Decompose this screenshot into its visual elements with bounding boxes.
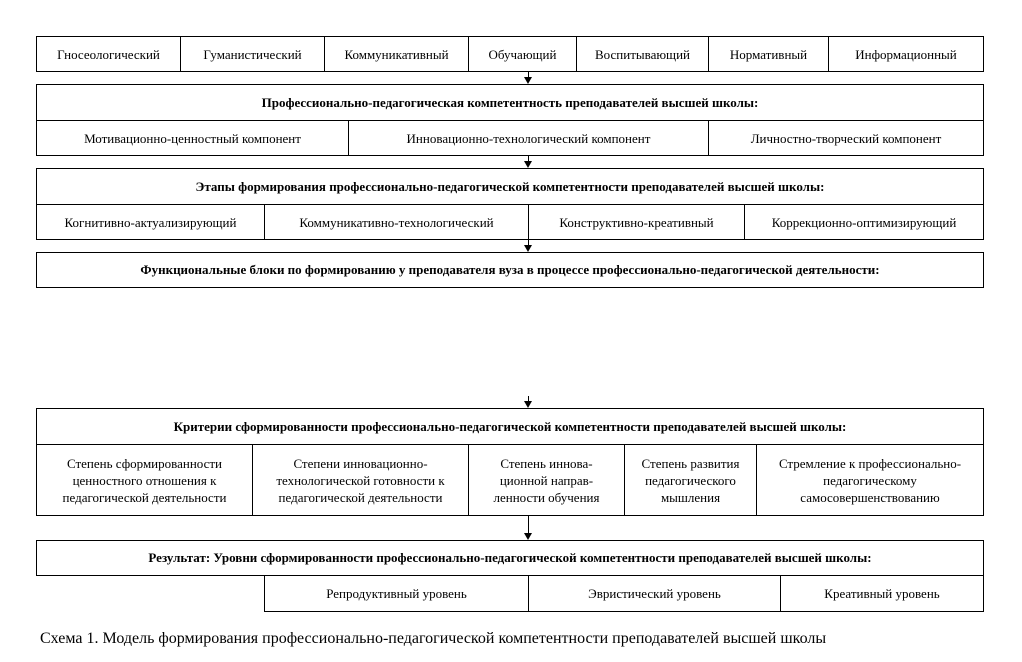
competence-title: Профессионально-педагогическая компетентность преподавателей высшей школы: <box>261 94 759 110</box>
criterion-pedagogical-thinking: Степень развития педагогического мышления <box>625 445 757 515</box>
criteria-title: Критерии сформированности профессионально-педагогической компетентности преподавателей высшей школы: <box>173 418 847 434</box>
level-heuristic: Эвристический уровень <box>529 576 781 611</box>
levels-row <box>264 575 984 612</box>
result-box <box>36 540 984 576</box>
criteria-box <box>36 408 984 516</box>
approaches-row <box>36 36 984 72</box>
approach-humanistic: Гуманистический <box>181 37 325 71</box>
criterion-innovative-readiness: Степени инновационно-технологической готовности к педагогической деятельности <box>253 445 469 515</box>
stages-title: Этапы формирования профессионально-педагогической компетентности преподавателей высшей школы: <box>195 178 825 194</box>
stage-constructive: Конструктивно-креативный <box>529 205 745 239</box>
component-motivational: Мотивационно-ценностный компонент <box>37 121 349 155</box>
level-reproductive: Репродуктивный уровень <box>265 576 529 611</box>
result-title: Результат: Уровни сформированности профессионально-педагогической компетентности преподавателей высшей школы: <box>148 550 872 565</box>
criterion-value-attitude: Степень сформированности ценностного отношения к педагогической деятельности <box>37 445 253 515</box>
component-creative: Личностно-творческий компонент <box>750 130 942 146</box>
stages-box <box>36 168 984 240</box>
competence-box <box>36 84 984 156</box>
criterion-innovative-orientation: Степень иннова-ционной направ-ленности обучения <box>469 445 625 515</box>
approach-normative: Нормативный <box>709 37 829 71</box>
figure-caption: Схема 1. Модель формирования профессионально-педагогической компетентности преподавателей высшей школы <box>40 630 827 647</box>
stage-correctional: Коррекционно-оптимизирующий <box>771 214 957 230</box>
functional-blocks-title: Функциональные блоки по формированию у преподавателя вуза в процессе профессионально-педагогической деятельности: <box>140 262 880 277</box>
approach-informational: Информационный <box>855 46 957 62</box>
criterion-self-improvement: Стремление к профессионально-педагогическому самосовершенствованию <box>778 455 962 505</box>
stage-communicative: Коммуникативно-технологический <box>265 205 529 239</box>
approach-teaching: Обучающий <box>469 37 577 71</box>
stage-cognitive: Когнитивно-актуализирующий <box>37 205 265 239</box>
component-innovative: Инновационно-технологический компонент <box>349 121 709 155</box>
approach-gnoseological: Гносеологический <box>37 37 181 71</box>
level-creative: Креативный уровень <box>824 586 940 601</box>
approach-communicative: Коммуникативный <box>325 37 469 71</box>
functional-blocks-box <box>36 252 984 288</box>
approach-educating: Воспитывающий <box>577 37 709 71</box>
